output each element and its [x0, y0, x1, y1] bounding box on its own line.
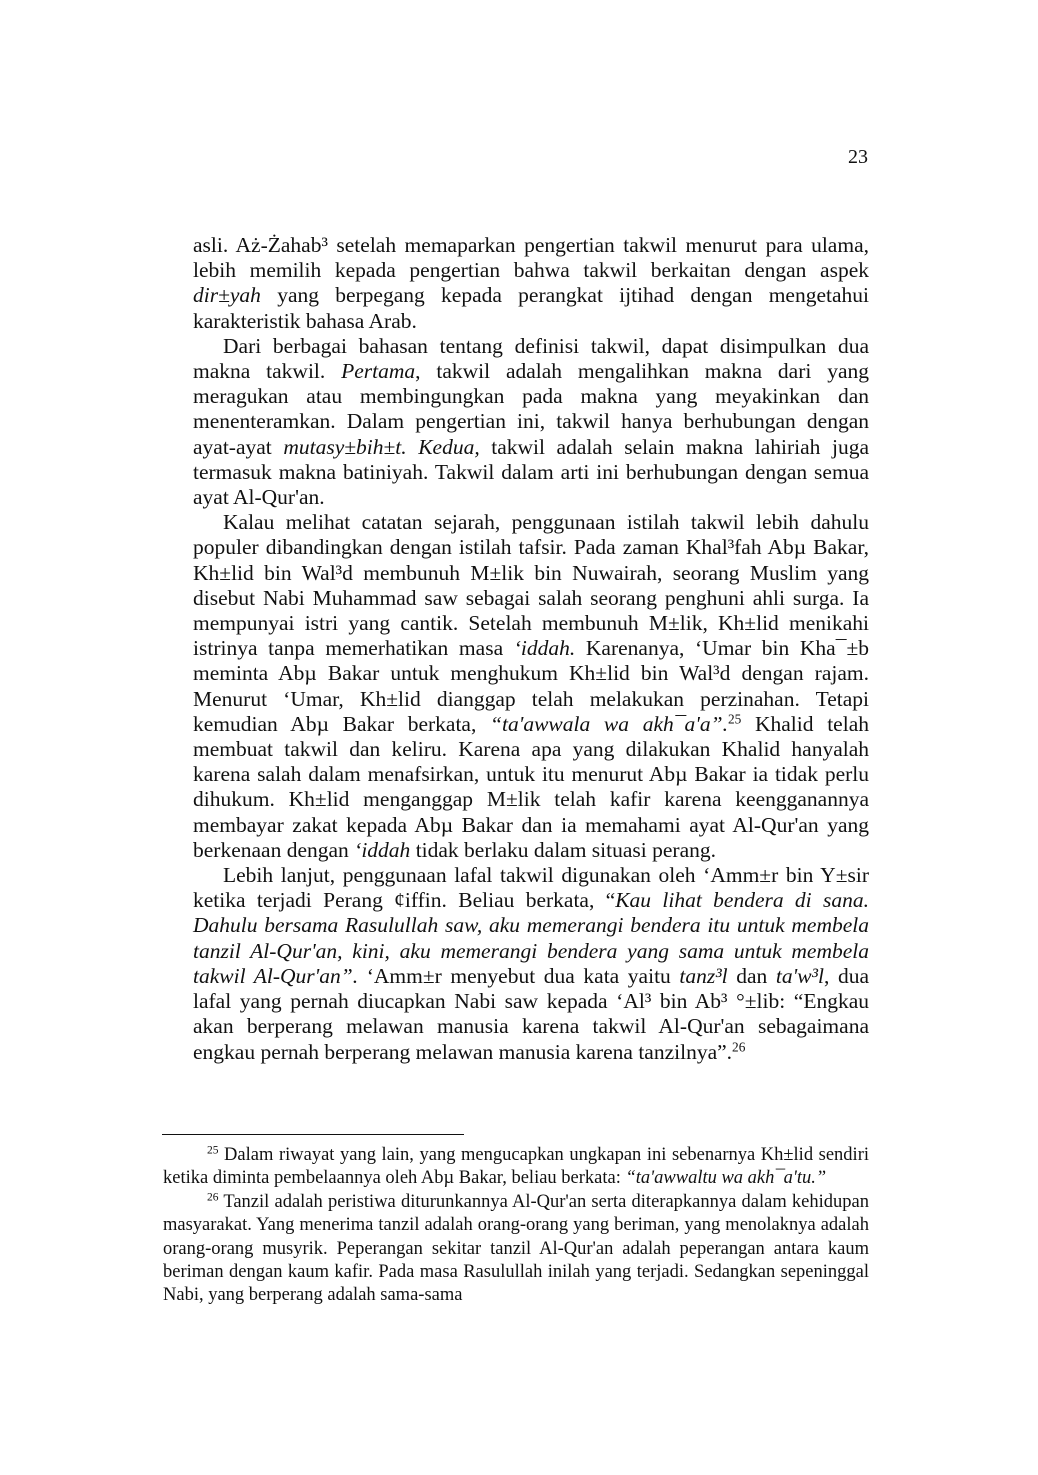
- footnote-separator: [162, 1134, 464, 1135]
- text-segment: asli. Aż-Żahab³ setelah memaparkan pengertian takwil menurut para ulama, lebih memilih kepada pengertian bahwa takwil berkaitan dengan aspek: [193, 233, 869, 283]
- italic-term: dir±yah: [193, 283, 261, 308]
- italic-term: Pertama: [341, 359, 416, 384]
- footnote-text: Tanzil adalah peristiwa diturunkannya Al-Qur'an serta diterapkannya dalam kehidupan masyarakat. Yang menerima tanzil adalah orang-orang yang beriman, yang menolaknya adalah orang-orang musyrik. Peperangan sekitar tanzil Al-Qur'an adalah peperangan antara kaum beriman dengan kaum kafir. Pada masa Rasulullah inilah yang terjadi. Sedangkan sepeninggal Nabi, yang berperang adalah sama-sama: [163, 1191, 869, 1306]
- italic-quote: Kau lihat bendera di sana. Dahulu bersama Rasulullah saw, aku memerangi bendera itu untuk membela tanzil Al-Qur'an, kini, aku memerangi bendera yang sama untuk membela takwil Al-Qur'an”.: [193, 888, 869, 988]
- text-segment: tidak berlaku dalam situasi perang.: [410, 837, 716, 862]
- footnote-25: [163, 1144, 869, 1191]
- italic-term: ‘iddah.: [513, 636, 576, 661]
- footnote-ref-26: 26: [732, 1039, 746, 1055]
- italic-term: ta'w³l: [775, 963, 824, 988]
- paragraph-3: [193, 510, 869, 863]
- italic-quote: “ta'awwala wa akh¯a'a”.: [490, 711, 728, 736]
- footnote-italic-quote: “ta'awwaltu wa akh¯a'tu.”: [625, 1168, 827, 1189]
- italic-term: tanz³l: [679, 963, 728, 988]
- text-segment: Dari berbagai bahasan tentang definisi takwil, dapat disimpulkan dua makna takwil.: [193, 333, 869, 384]
- footnote-text: Dalam riwayat yang lain, yang mengucapkan ungkapan ini sebenarnya Kh±lid sendiri ketika diminta pembelaannya oleh Abµ Bakar, beliau berkata:: [163, 1145, 869, 1189]
- paragraph-1: [193, 233, 869, 334]
- text-segment: , takwil adalah mengalihkan makna dari yang meragukan atau membingungkan pada makna yang meyakinkan dan menenteramkan. Dalam pengertian ini, takwil hanya berhubungan dengan ayat-ayat: [193, 359, 869, 459]
- text-segment: ‘Amm±r menyebut dua kata yaitu: [358, 963, 680, 988]
- text-segment: Karenanya, ‘Umar bin Kha¯±b meminta Abµ Bakar untuk menghukum Kh±lid bin Wal³d dengan rajam. Menurut ‘Umar, Kh±lid dianggap telah melakukan perzinahan. Tetapi kemudian Abµ Bakar berkata,: [193, 636, 869, 736]
- text-segment: Khalid telah membuat takwil dan keliru. Karena apa yang dilakukan Khalid hanyalah karena salah dalam menafsirkan, untuk itu menurut Abµ Bakar ia tidak perlu dihukum. Kh±lid menganggap M±lik telah kafir karena keengganannya membayar zakat kepada Abµ Bakar dan ia memahami ayat Al-Qur'an yang berkenaan dengan: [193, 711, 869, 862]
- footnote-number: 26: [207, 1191, 219, 1204]
- footnote-ref-25: 25: [727, 711, 742, 727]
- footnote-26: [163, 1191, 869, 1308]
- main-text: [193, 233, 869, 1065]
- paragraph-2: [193, 334, 869, 510]
- text-segment: , dua lafal yang pernah diucapkan Nabi saw kepada ‘Al³ bin Ab³ °±lib: “Engkau akan berperang melawan manusia karena takwil Al-Qur'an sebagaimana engkau pernah berperang melawan manusia karena tanzilnya”.: [193, 963, 869, 1064]
- italic-term: mutasy±bih±t. Kedua,: [283, 434, 480, 459]
- footnote-number: 25: [207, 1144, 219, 1157]
- text-segment: Lebih lanjut, penggunaan lafal takwil digunakan oleh ‘Amm±r bin Y±sir ketika terjadi Perang ¢iffin. Beliau berkata, “: [193, 863, 869, 913]
- text-segment: dan: [727, 963, 776, 988]
- text-segment: Kalau melihat catatan sejarah, penggunaan istilah takwil lebih dahulu populer dibandingkan dengan istilah tafsir. Pada zaman Khal³fah Abµ Bakar, Kh±lid bin Wal³d membunuh M±lik bin Nuwairah, seorang Muslim yang disebut Nabi Muhammad saw sebagai salah seorang penghuni ahli surga. Ia mempunyai istri yang cantik. Setelah membunuh M±lik, Kh±lid menikahi istrinya tanpa memerhatikan masa: [193, 510, 869, 661]
- page-number: 23: [848, 146, 868, 168]
- text-segment: yang berpegang kepada perangkat ijtihad dengan mengetahui karakteristik bahasa Arab.: [193, 283, 869, 333]
- text-segment: takwil adalah selain makna lahiriah juga termasuk makna batiniyah. Takwil dalam arti ini berhubungan dengan semua ayat Al-Qur'an.: [193, 434, 869, 510]
- footnotes: [163, 1144, 869, 1308]
- paragraph-4: [193, 863, 869, 1065]
- italic-term: ‘iddah: [354, 837, 411, 862]
